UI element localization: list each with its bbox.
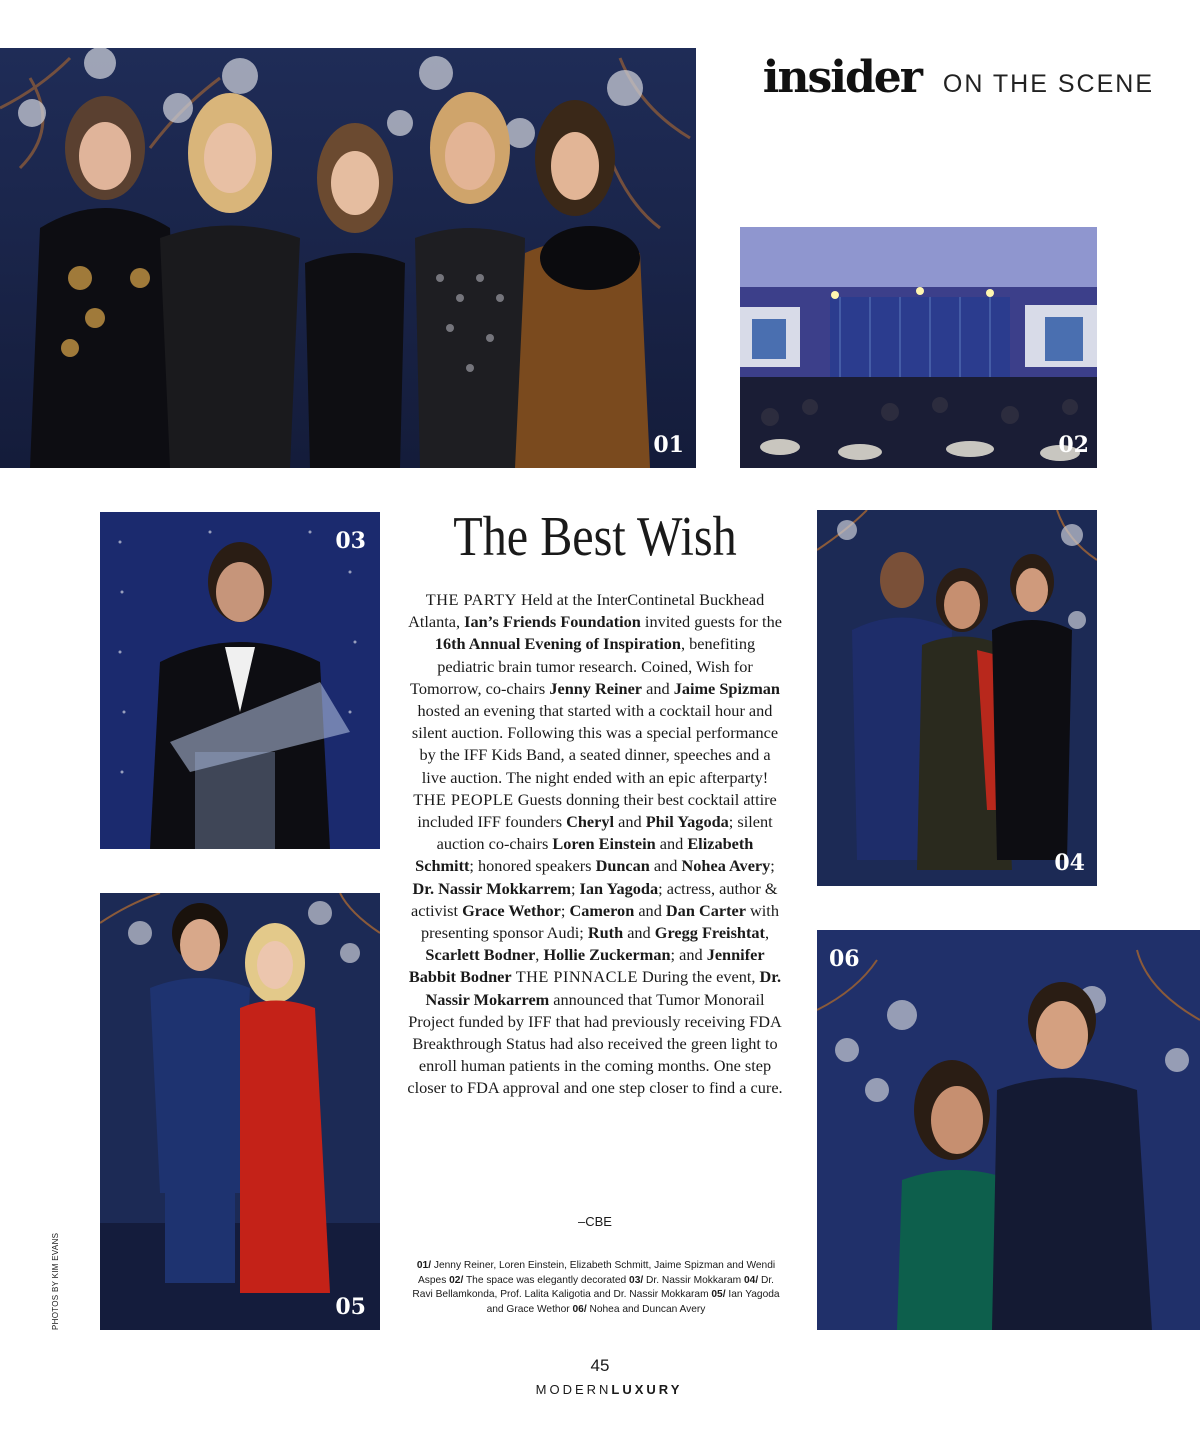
photo-05 <box>100 893 380 1330</box>
section-lead: THE PARTY <box>425 590 517 609</box>
section-lead: THE PEOPLE <box>413 789 514 809</box>
photo-number-03: 03 <box>335 528 366 554</box>
name-highlight: Cheryl <box>566 812 615 832</box>
name-highlight: Jennifer Babbit Bodner <box>408 945 765 987</box>
name-highlight: Jaime Spizman <box>673 678 780 698</box>
caption-number: 04/ <box>743 1274 759 1286</box>
body-text: and <box>623 923 655 943</box>
body-text: ; <box>560 900 570 920</box>
caption-number: 02/ <box>449 1274 464 1286</box>
body-text: ; silent auction co-chairs <box>436 812 773 854</box>
body-text: and <box>649 856 682 876</box>
name-highlight: 16th Annual Evening of Inspiration <box>434 634 681 654</box>
article-body <box>406 589 784 1100</box>
name-highlight: Jenny Reiner <box>549 678 643 698</box>
caption-number: 01/ <box>416 1260 432 1271</box>
section-lead: THE PINNACLE <box>515 967 638 987</box>
caption-text: Nohea and Duncan Avery <box>586 1303 706 1315</box>
photo-number-06: 06 <box>829 946 860 972</box>
photo-03 <box>100 512 380 849</box>
photo-number-02: 02 <box>1058 432 1089 458</box>
name-highlight: Scarlett Bodner <box>425 945 536 965</box>
photo-06 <box>817 930 1200 1330</box>
caption-number: 03/ <box>629 1274 644 1286</box>
name-highlight: Gregg Freishtat <box>654 923 765 943</box>
name-highlight: Duncan <box>595 856 650 876</box>
name-highlight: Nohea Avery <box>681 856 771 876</box>
body-text: with presenting sponsor Audi; <box>420 900 779 943</box>
photo-number-01: 01 <box>653 432 684 458</box>
body-text: hosted an evening that started with a cocktail hour and silent auction. Following this was a special performance by the IFF Kids Band, a seated dinner, speeches and a live auction. The night ended with an epic afterparty! <box>411 701 779 787</box>
caption-number: 05/ <box>711 1289 726 1301</box>
body-text: ; and <box>670 945 707 965</box>
section-label: ON THE SCENE <box>942 70 1154 98</box>
caption-text: Dr. Nassir Mokkaram <box>643 1274 744 1286</box>
name-highlight: Dr. Nassir Mokarrem <box>425 967 782 1009</box>
footer-logo-light: MODERN <box>535 1382 612 1397</box>
body-text: During the event, <box>637 967 760 987</box>
photo-credit: PHOTOS BY KIM EVANS <box>51 1232 60 1330</box>
photo-number-05: 05 <box>335 1294 366 1320</box>
caption-text: The space was elegantly decorated <box>463 1274 630 1286</box>
name-highlight: Grace Wethor <box>462 900 561 920</box>
name-highlight: Cameron <box>569 900 635 920</box>
body-text: ; honored speakers <box>469 856 596 876</box>
body-text: ; <box>570 878 580 898</box>
author-signature: –CBE <box>578 1214 612 1229</box>
body-text: ; <box>770 856 775 876</box>
photo-captions <box>410 1259 782 1317</box>
body-text: invited guests for the <box>640 612 782 632</box>
caption-text: Jenny Reiner, Loren Einstein, Elizabeth Schmitt, Jaime Spizman and Wendi Aspes <box>417 1260 776 1286</box>
page-number: 45 <box>590 1356 610 1375</box>
footer-logo-bold: LUXURY <box>611 1382 683 1397</box>
name-highlight: Elizabeth Schmitt <box>415 834 754 876</box>
name-highlight: Ian Yagoda <box>579 878 659 898</box>
caption-number: 06/ <box>572 1303 587 1315</box>
body-text: and <box>642 678 674 698</box>
name-highlight: Ruth <box>587 923 624 943</box>
body-text: and <box>655 834 688 854</box>
article-title: The Best Wish <box>453 506 737 568</box>
body-text: Held at the InterContinetal Buckhead Atlanta, <box>408 590 765 632</box>
name-highlight: Dan Carter <box>665 900 746 920</box>
caption-text: Ian Yagoda and Grace Wethor <box>486 1289 780 1315</box>
body-text: Guests donning their best cocktail attire included IFF founders <box>417 789 777 832</box>
brand-logo: insider <box>762 52 921 103</box>
body-text: , benefiting pediatric brain tumor research. Coined, Wish for Tomorrow, co-chairs <box>410 634 756 698</box>
photo-02 <box>740 227 1097 468</box>
name-highlight: Hollie Zuckerman <box>543 945 671 965</box>
photo-01 <box>0 48 696 468</box>
body-text: and <box>634 900 666 920</box>
photo-04 <box>817 510 1097 886</box>
name-highlight: Dr. Nassir Mokkarrem <box>412 878 571 898</box>
photo-number-04: 04 <box>1054 850 1085 876</box>
name-highlight: Ian’s Friends Foundation <box>464 612 641 632</box>
body-text: , <box>764 923 770 943</box>
name-highlight: Loren Einstein <box>552 834 656 854</box>
name-highlight: Phil Yagoda <box>645 812 729 832</box>
body-text: announced that Tumor Monorail Project funded by IFF that had previously receiving FDA Breakthrough Status had also received the green light to enroll human patients in the coming months. One step closer to FDA approval and one step closer to find a cure. <box>407 989 783 1098</box>
body-text: and <box>614 812 646 832</box>
body-text: , <box>535 945 544 965</box>
body-text: ; actress, author & activist <box>411 878 778 920</box>
footer-logo <box>0 1382 1200 1397</box>
section-header <box>763 52 1154 103</box>
caption-text: Dr. Ravi Bellamkonda, Prof. Lalita Kaligotia and Dr. Nassir Mokkaram <box>412 1274 775 1301</box>
